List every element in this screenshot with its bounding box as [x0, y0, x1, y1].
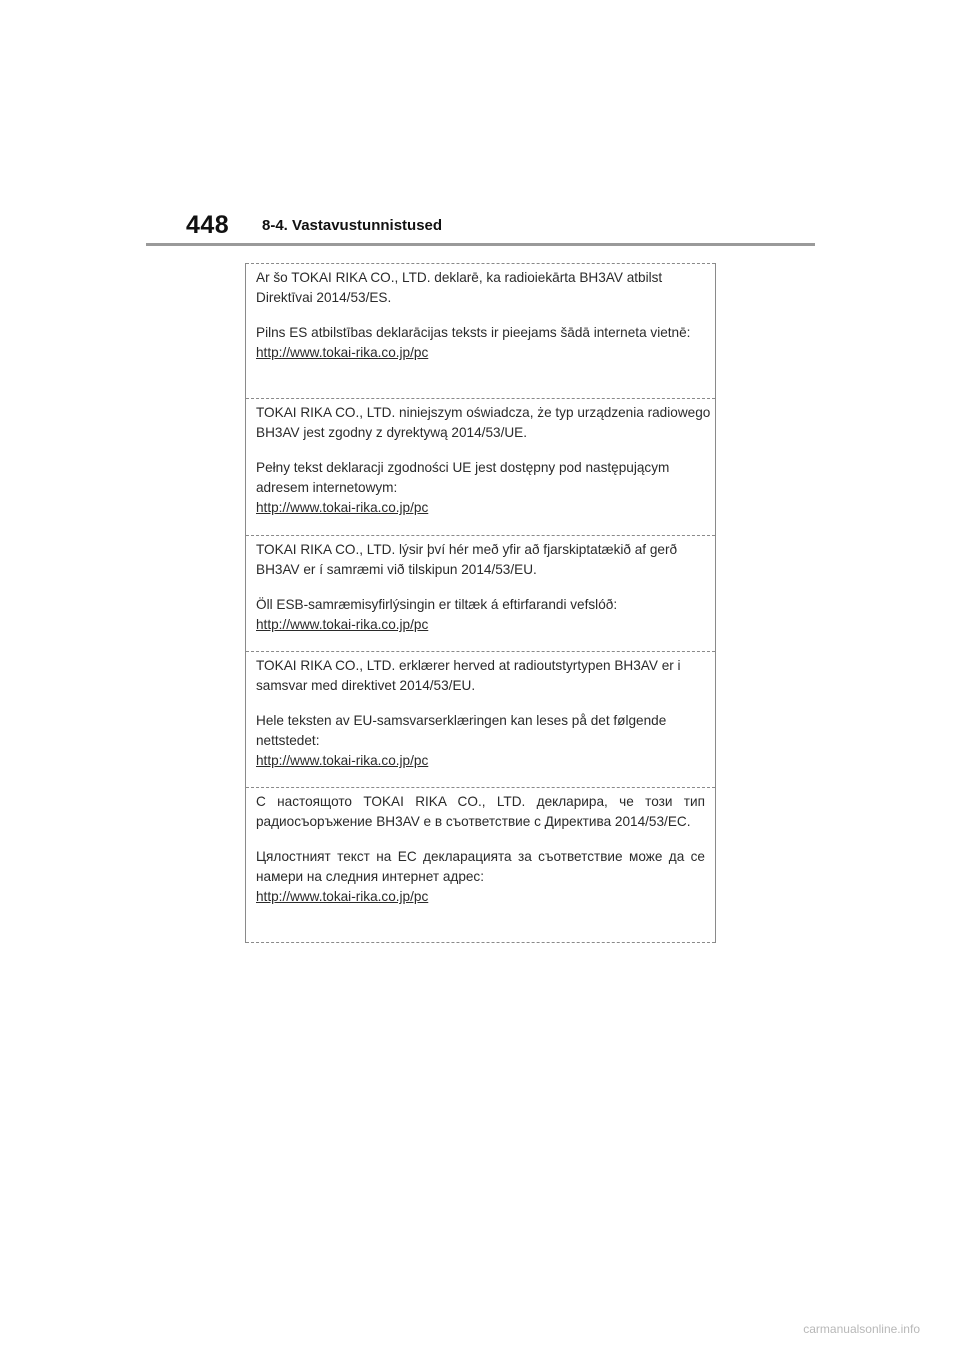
section-title: 8-4. Vastavustunnistused [262, 217, 443, 234]
declaration-url-link[interactable]: http://www.tokai-rika.co.jp/pc [256, 753, 429, 768]
declaration-statement: Ar šo TOKAI RIKA CO., LTD. deklarē, ka radioiekārta BH3AV atbilst Direktīvai 2014/53/ES. [256, 270, 663, 305]
declaration-availability: Öll ESB-samræmisyfirlýsingin er tiltæk á eftirfarandi vefslóð: [256, 597, 618, 612]
page-header [0, 0, 960, 250]
declaration-availability: Цялостният текст на ЕС декларацията за съответствие може да се намери на следния интернет адрес: [256, 849, 705, 884]
declaration-availability: Pilns ES atbilstības deklarācijas teksts ir pieejams šādā interneta vietnē: [256, 325, 691, 340]
declaration-url-link[interactable]: http://www.tokai-rika.co.jp/pc [256, 345, 429, 360]
page-number: 448 [186, 211, 230, 239]
declaration-availability: Pełny tekst deklaracji zgodności UE jest dostępny pod następującym adresem internetowym: [256, 460, 670, 495]
declaration-url-link[interactable]: http://www.tokai-rika.co.jp/pc [256, 617, 429, 632]
declaration-statement: С настоящото TOKAI RIKA CO., LTD. декларира, че този тип радиосъоръжение BH3AV е в съответствие с Директива 2014/53/ЕС. [256, 794, 705, 829]
declaration-norwegian [246, 651, 715, 787]
declaration-url-link[interactable]: http://www.tokai-rika.co.jp/pc [256, 889, 429, 904]
declaration-latvian [246, 263, 715, 398]
declaration-bulgarian [246, 787, 715, 943]
declaration-polish [246, 398, 715, 535]
header-divider [146, 243, 815, 246]
declaration-url-link[interactable]: http://www.tokai-rika.co.jp/pc [256, 500, 429, 515]
declaration-statement: TOKAI RIKA CO., LTD. erklærer herved at radioutstyrtypen BH3AV er i samsvar med direktivet 2014/53/EU. [256, 658, 681, 693]
site-watermark: carmanualsonline.info [803, 1322, 920, 1336]
declaration-icelandic [246, 535, 715, 651]
declaration-statement: TOKAI RIKA CO., LTD. niniejszym oświadcza, że typ urządzenia radiowego BH3AV jest zgodny z dyrektywą 2014/53/UE. [256, 405, 711, 440]
declaration-box [245, 263, 716, 943]
declaration-availability: Hele teksten av EU-samsvarserklæringen kan leses på det følgende nettstedet: [256, 713, 667, 748]
declaration-statement: TOKAI RIKA CO., LTD. lýsir því hér með yfir að fjarskiptatækið af gerð BH3AV er í samræmi við tilskipun 2014/53/EU. [256, 542, 678, 577]
